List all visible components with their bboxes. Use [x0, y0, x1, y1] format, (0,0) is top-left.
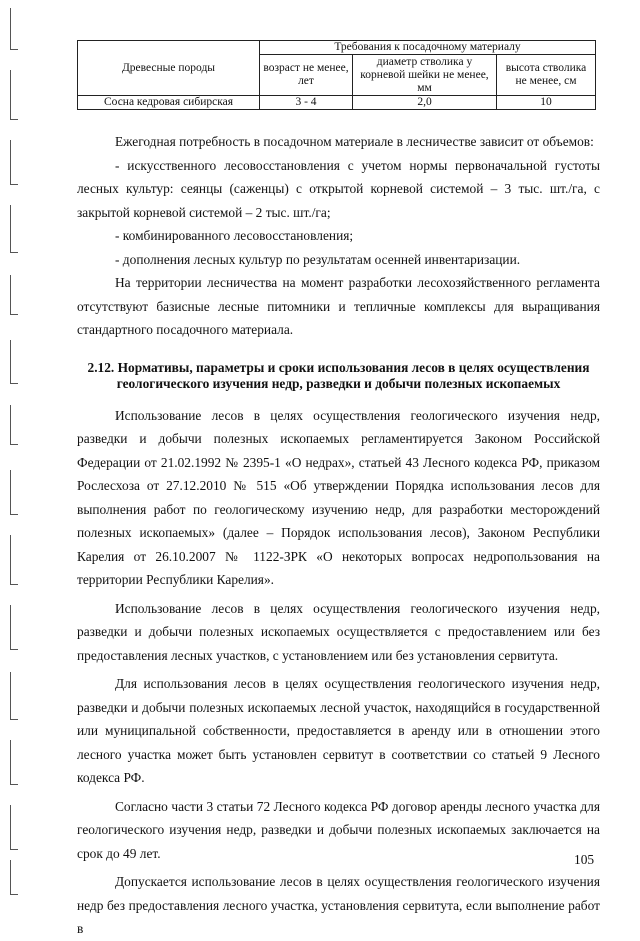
- table-row: [78, 96, 596, 110]
- binding-marks: [10, 0, 24, 905]
- header-age: возраст не менее, лет: [260, 55, 353, 96]
- binding-mark: [10, 340, 11, 384]
- paragraph: Использование лесов в целях осуществления геологического изучения недр, разведки и добычи полезных ископаемых регламентируется Законом Российской Федерации от 21.02.1992 № 2395-1 «О недрах», статьей 43 Лесного кодекса РФ, приказом Рослесхоза от 27.12.2010 № 515 «Об утверждении Порядка использования лесов для выполнения работ по геологическому изучению недр, для разработки месторождений полезных ископаемых» (далее – Порядок использования лесов), Законом Республики Карелия от 26.10.2007 № 1122-ЗРК «О некоторых вопросах недропользования на территории Республики Карелия».: [77, 407, 600, 587]
- binding-mark: [10, 405, 11, 445]
- header-diameter: диаметр стволика у корневой шейки не менее, мм: [353, 55, 497, 96]
- header-requirements: Требования к посадочному материалу: [260, 41, 596, 55]
- paragraph: - дополнения лесных культур по результатам осенней инвентаризации.: [115, 251, 521, 267]
- binding-mark: [10, 860, 11, 895]
- cell-height: 10: [497, 96, 596, 110]
- header-height: высота стволика не менее, см: [497, 55, 596, 96]
- paragraph: Ежегодная потребность в посадочном материале в лесничестве зависит от объемов:: [115, 134, 594, 149]
- paragraph: - комбинированного лесовосстановления;: [115, 228, 354, 243]
- cell-diameter: 2,0: [353, 96, 497, 110]
- section-heading: 2.12. Нормативы, параметры и сроки использования лесов в целях осуществления геологического изучения недр, разведки и добычи полезных ископаемых: [87, 359, 590, 391]
- binding-mark: [10, 205, 11, 253]
- page-number: 105: [574, 852, 595, 867]
- binding-mark: [10, 605, 11, 650]
- paragraph: - искусственного лесовосстановления с учетом нормы первоначальной густоты лесных культур: сеянцы (саженцы) с открытой корневой системой – 3 тыс. шт./га, с закрытой корневой системой – 2 тыс. шт./га;: [77, 157, 600, 220]
- paragraph: Допускается использование лесов в целях осуществления геологического изучения недр без предоставления лесного участка, установления сервитута, если выполнение работ в: [77, 874, 600, 936]
- binding-mark: [10, 470, 11, 515]
- planting-material-table: [77, 40, 596, 110]
- binding-mark: [10, 140, 11, 185]
- body-text: [77, 130, 600, 941]
- binding-mark: [10, 805, 11, 850]
- cell-age: 3 - 4: [260, 96, 353, 110]
- header-species: Древесные породы: [78, 41, 260, 96]
- paragraph: Для использования лесов в целях осуществления геологического изучения недр, разведки и добычи полезных ископаемых лесной участок, находящийся в государственной или муниципальной собственности, предоставляется в аренду или в отношении этого лесного участка может быть установлен сервитут в соответствии со статьей 9 Лесного кодекса РФ.: [77, 676, 600, 785]
- binding-mark: [10, 672, 11, 720]
- binding-mark: [10, 70, 11, 120]
- paragraph: На территории лесничества на момент разработки лесохозяйственного регламента отсутствуют базисные лесные питомники и тепличные комплексы для выращивания стандартного посадочного материала.: [77, 275, 600, 337]
- binding-mark: [10, 275, 11, 315]
- paragraph: Использование лесов в целях осуществления геологического изучения недр, разведки и добычи полезных ископаемых осуществляется с предоставлением или без предоставления лесных участков, с установлением или без установления сервитута.: [77, 600, 600, 663]
- cell-species: Сосна кедровая сибирская: [78, 96, 260, 110]
- binding-mark: [10, 740, 11, 785]
- binding-mark: [10, 8, 11, 50]
- paragraph: Согласно части 3 статьи 72 Лесного кодекса РФ договор аренды лесного участка для геологического изучения недр, разведки и добычи полезных ископаемых заключается на срок до 49 лет.: [77, 798, 600, 861]
- binding-mark: [10, 535, 11, 585]
